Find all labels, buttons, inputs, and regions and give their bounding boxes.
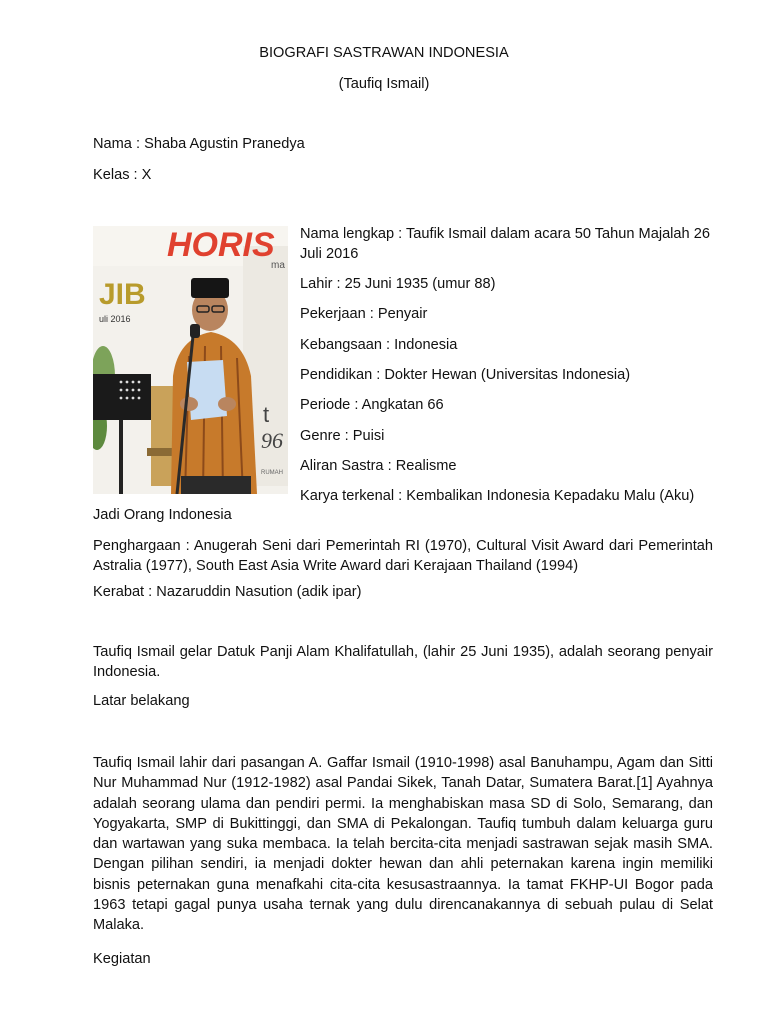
left-date-text: uli 2016 bbox=[99, 314, 131, 324]
background-paragraph: Taufiq Ismail lahir dari pasangan A. Gaffar Ismail (1910-1998) asal Banuhampu, Agam dan Sitti Nur Muhammad Nur (1912-1982) asal Pandai Sikek, Tanah Datar, Sumatera Barat.[1] Ayahnya adalah seorang ulama dan pendiri permi. Ia menghabiskan masa SD di Solo, Semarang, dan Yogyakarta, SMP di Bukittinggi, dan SMA di Pekalongan. Taufiq tumbuh dalam keluarga guru dan wartawan yang suka membaca. Ia telah bercita-cita menjadi sastrawan sejak masih SMA. Dengan pilihan sendiri, ia menjadi dokter hewan dan ahli peternakan karena ingin memiliki bisnis peternakan guna menafkahi cita-cita kesusastraannya. Ia tamat FKHP-UI Bogor pada 1963 tetapi gagal punya usaha ternak yang dulu direncanakannya di sebuah pulau di Selat Malaka. bbox=[93, 755, 713, 934]
profile-literary-stream: Aliran Sastra : Realisme bbox=[300, 458, 457, 474]
right-banner-text-1: t bbox=[263, 402, 270, 427]
profile-education: Pendidikan : Dokter Hewan (Universitas Indonesia) bbox=[300, 367, 631, 383]
right-banner-text-2: 96 bbox=[261, 428, 283, 453]
background-heading: Latar belakang bbox=[93, 693, 190, 709]
profile-works-line2: Jadi Orang Indonesia bbox=[93, 507, 232, 523]
bottom-banner-text: RUMAH bbox=[261, 470, 283, 476]
profile-period: Periode : Angkatan 66 bbox=[300, 397, 444, 413]
banner-small-text: ma bbox=[271, 260, 285, 271]
profile-nationality: Kebangsaan : Indonesia bbox=[300, 337, 458, 353]
student-class: Kelas : X bbox=[93, 167, 152, 183]
banner-text: HORIS bbox=[167, 226, 275, 264]
profile-genre: Genre : Puisi bbox=[300, 428, 385, 444]
profile-relatives: Kerabat : Nazaruddin Nasution (adik ipar) bbox=[93, 584, 362, 600]
profile-awards: Penghargaan : Anugerah Seni dari Pemerintah RI (1970), Cultural Visit Award dari Pemerintah Astralia (1977), South East Asia Write Award dari Kerajaan Thailand (1994) bbox=[93, 538, 713, 575]
left-banner-text: JIB bbox=[99, 278, 146, 311]
student-name: Nama : Shaba Agustin Pranedya bbox=[93, 136, 305, 152]
author-photo bbox=[93, 226, 288, 494]
activity-heading: Kegiatan bbox=[93, 951, 151, 967]
profile-occupation: Pekerjaan : Penyair bbox=[300, 306, 428, 322]
profile-full-name: Nama lengkap : Taufik Ismail dalam acara 50 Tahun Majalah 26 Juli 2016 bbox=[300, 226, 710, 263]
profile-works-line1: Karya terkenal : Kembalikan Indonesia Kepadaku Malu (Aku) bbox=[300, 488, 695, 504]
document-title: BIOGRAFI SASTRAWAN INDONESIA bbox=[259, 45, 509, 61]
document-subtitle: (Taufiq Ismail) bbox=[338, 76, 430, 92]
intro-paragraph: Taufiq Ismail gelar Datuk Panji Alam Khalifatullah, (lahir 25 Juni 1935), adalah seorang penyair Indonesia. bbox=[93, 644, 713, 681]
profile-born: Lahir : 25 Juni 1935 (umur 88) bbox=[300, 276, 496, 292]
